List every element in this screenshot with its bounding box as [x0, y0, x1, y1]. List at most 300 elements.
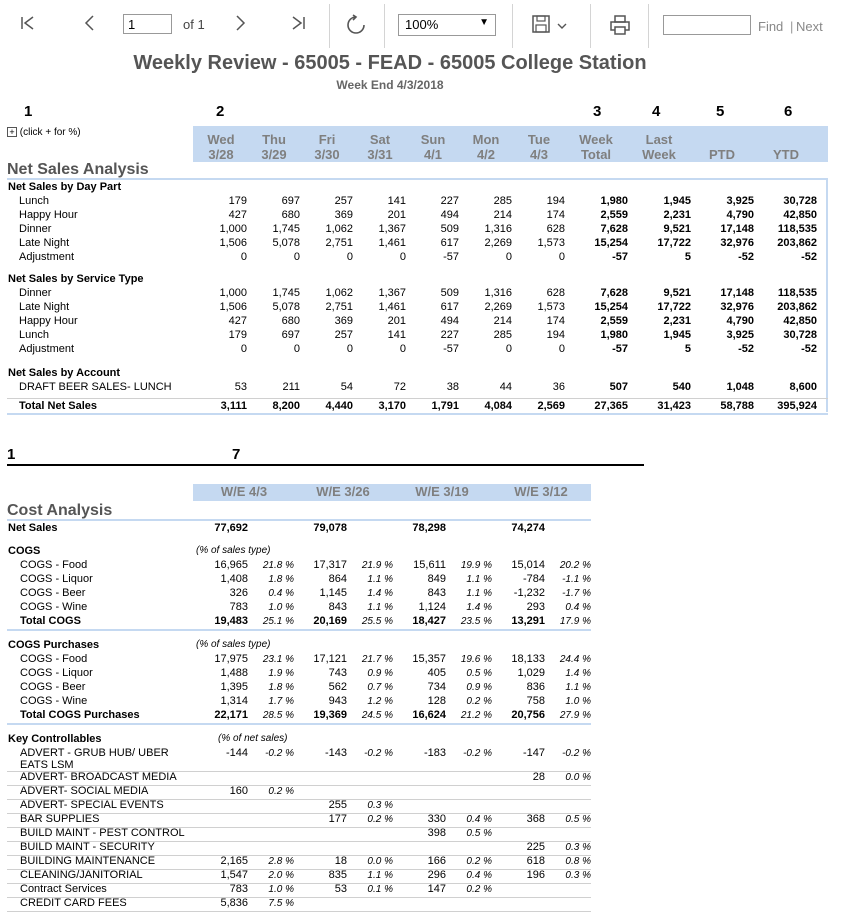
group-title: Net Sales by Service Type	[8, 273, 144, 285]
row-label: Lunch	[19, 329, 49, 341]
cost-value: 177	[328, 813, 347, 825]
cost-value: 1,124	[418, 601, 446, 613]
group-title: Net Sales by Day Part	[8, 181, 122, 193]
cost-value: 17,121	[313, 653, 347, 665]
cell-value: 42,850	[783, 315, 817, 327]
cell-value: 9,521	[663, 287, 691, 299]
cell-value: -52	[738, 343, 754, 355]
cost-percent: 1.4 %	[565, 668, 591, 679]
cost-value: 18,427	[412, 615, 446, 627]
cell-value: 1,945	[663, 195, 691, 207]
page-number-input[interactable]	[123, 14, 172, 34]
cell-value: 0	[399, 343, 406, 355]
total-value: 27,365	[594, 400, 628, 412]
cell-value: 54	[340, 381, 353, 393]
cost-percent: 23.1 %	[262, 654, 294, 665]
cost-value: 1,145	[319, 587, 347, 599]
cell-value: 0	[399, 251, 406, 263]
cell-value: 680	[281, 209, 300, 221]
cell-value: 174	[546, 315, 565, 327]
cost-value: 1,029	[517, 667, 545, 679]
row-label: Dinner	[19, 287, 52, 299]
row-label: Dinner	[19, 223, 52, 235]
cell-value: 1,000	[219, 287, 247, 299]
total-value: 58,788	[720, 400, 754, 412]
cost-value: 1,547	[220, 869, 248, 881]
day-header-bottom: YTD	[773, 147, 799, 162]
section-rule	[7, 178, 828, 180]
cell-value: 1,048	[726, 381, 754, 393]
controllable-label: ADVERT - GRUB HUB/ UBER	[20, 747, 169, 759]
cost-percent: 0.5 %	[565, 814, 591, 825]
cost-value: -147	[522, 747, 545, 759]
cost-value: -143	[324, 747, 347, 759]
cost-percent: 0.4 %	[565, 602, 591, 613]
cell-value: 174	[546, 209, 565, 221]
group-bottom-rule	[7, 723, 591, 725]
column-number: 3	[593, 103, 602, 120]
controllable-label: CREDIT CARD FEES	[20, 897, 127, 909]
next-link[interactable]: Next	[796, 19, 823, 34]
cost-value: 326	[229, 587, 248, 599]
cell-value: 0	[505, 343, 512, 355]
cost-value: 1,488	[220, 667, 248, 679]
controllable-label: BAR SUPPLIES	[20, 813, 100, 825]
cell-value: 617	[440, 237, 459, 249]
day-header-top: Wed	[207, 132, 235, 147]
day-header-bottom: PTD	[709, 147, 735, 162]
day-header-bottom: 4/1	[423, 147, 443, 162]
day-header-top: Mon	[472, 132, 500, 147]
cost-value: 225	[526, 841, 545, 853]
cell-value: 0	[505, 251, 512, 263]
cell-value: 2,231	[663, 315, 691, 327]
cell-value: -52	[801, 251, 817, 263]
cell-value: 38	[446, 381, 459, 393]
cost-value: 19,369	[313, 709, 347, 721]
expand-toggle[interactable]	[7, 127, 81, 138]
cell-value: 369	[334, 315, 353, 327]
week-header: W/E 3/12	[514, 484, 568, 499]
print-icon[interactable]	[607, 14, 633, 41]
expand-hint: (click + for %)	[19, 127, 81, 138]
cost-percent: 27.9 %	[559, 710, 591, 721]
total-value: 2,569	[537, 400, 565, 412]
cost-row-label: COGS - Wine	[20, 695, 88, 707]
row-label: Late Night	[19, 301, 70, 313]
find-input[interactable]	[663, 15, 751, 35]
report-subtitle: Week End 4/3/2018	[336, 78, 444, 92]
cost-percent: 2.8 %	[268, 856, 294, 867]
cost-percent: 0.2 %	[268, 786, 294, 797]
cell-value: 285	[493, 329, 512, 341]
cost-percent: 1.0 %	[268, 884, 294, 895]
cell-value: 36	[552, 381, 565, 393]
cost-net-sales-value: 78,298	[412, 522, 446, 534]
day-header-top: Thu	[262, 132, 286, 147]
cell-value: -57	[612, 251, 628, 263]
day-header-top: Fri	[318, 132, 336, 147]
cost-percent: 0.7 %	[367, 682, 393, 693]
cost-percent: 20.2 %	[559, 560, 591, 571]
total-value: 3,170	[378, 400, 406, 412]
cost-value: 864	[328, 573, 347, 585]
cost-value: 22,171	[214, 709, 248, 721]
cost-percent: 17.9 %	[559, 616, 591, 627]
controllable-label: BUILDING MAINTENANCE	[20, 855, 156, 867]
cell-value: 680	[281, 315, 300, 327]
cost-percent: 1.1 %	[367, 602, 393, 613]
cost-group-title: COGS	[8, 545, 41, 557]
cost-value: 835	[328, 869, 347, 881]
cost-percent: 21.7 %	[361, 654, 393, 665]
cell-value: 9,521	[663, 223, 691, 235]
cost-value: 330	[427, 813, 446, 825]
cost-value: 128	[427, 695, 446, 707]
cost-percent: 1.4 %	[466, 602, 492, 613]
column-number: 1	[24, 103, 33, 120]
cost-row-label: COGS - Food	[20, 559, 88, 571]
first-page-icon[interactable]	[16, 14, 40, 37]
cell-value: 2,751	[325, 237, 353, 249]
cost-percent: 1.7 %	[268, 696, 294, 707]
cell-value: 17,148	[720, 223, 754, 235]
cell-value: 1,745	[272, 223, 300, 235]
cost-value: 562	[328, 681, 347, 693]
cell-value: 1,316	[484, 223, 512, 235]
cell-value: 1,745	[272, 287, 300, 299]
cell-value: 1,980	[600, 195, 628, 207]
cost-percent: 0.1 %	[367, 884, 393, 895]
cost-value: 743	[328, 667, 347, 679]
controllable-label: ADVERT- SPECIAL EVENTS	[20, 799, 164, 811]
total-value: 3,111	[220, 400, 247, 412]
cell-value: -52	[801, 343, 817, 355]
week-header: W/E 3/19	[415, 484, 469, 499]
cell-value: 5	[684, 251, 691, 263]
day-header-top: Sat	[369, 132, 391, 147]
cost-percent: -1.7 %	[562, 588, 591, 599]
cell-value: 0	[558, 251, 565, 263]
cost-group-note: (% of sales type)	[196, 545, 271, 556]
cell-value: -52	[738, 251, 754, 263]
cost-value: 843	[427, 587, 446, 599]
cost-value: 1,395	[220, 681, 248, 693]
cell-value: 2,559	[600, 315, 628, 327]
cost-value: 398	[427, 827, 446, 839]
cost-percent: 28.5 %	[262, 710, 294, 721]
cell-value: 0	[293, 343, 300, 355]
column-number: 5	[716, 103, 725, 120]
refresh-icon[interactable]	[343, 14, 369, 41]
cell-value: 141	[387, 329, 406, 341]
cell-value: 53	[234, 381, 247, 393]
cell-value: 5,078	[272, 237, 300, 249]
find-separator: |	[790, 19, 794, 34]
cost-value: 5,836	[220, 897, 248, 909]
net-sales-section-title: Net Sales Analysis	[7, 161, 149, 178]
cell-value: 427	[228, 315, 247, 327]
toolbar-separator	[590, 4, 591, 48]
group-title: Net Sales by Account	[8, 367, 121, 379]
cost-percent: 0.2 %	[466, 884, 492, 895]
day-header-top: Tue	[527, 132, 551, 147]
cell-value: 3,925	[726, 329, 754, 341]
cell-value: 507	[609, 381, 628, 393]
cell-value: 2,751	[325, 301, 353, 313]
column-number: 1	[7, 446, 16, 463]
cost-percent: 0.3 %	[367, 800, 393, 811]
row-label: Happy Hour	[19, 315, 78, 327]
cell-value: 203,862	[777, 301, 817, 313]
cell-value: 369	[334, 209, 353, 221]
total-value: 1,791	[431, 400, 459, 412]
cost-percent: 0.4 %	[466, 870, 492, 881]
previous-page-icon[interactable]	[78, 14, 102, 37]
cell-value: 179	[228, 329, 247, 341]
cell-value: 1,945	[663, 329, 691, 341]
expand-plus-icon[interactable]: +	[7, 127, 17, 137]
cost-percent: 23.5 %	[460, 616, 492, 627]
day-header-top: Sun	[420, 132, 446, 147]
cell-value: -57	[443, 251, 459, 263]
cell-value: 118,535	[777, 287, 817, 299]
cost-value: -784	[522, 573, 545, 585]
cell-value: 0	[240, 343, 247, 355]
day-header-bottom: 3/29	[261, 147, 287, 162]
day-header-bottom: 4/2	[476, 147, 496, 162]
cell-value: 2,269	[484, 237, 512, 249]
cell-value: 1,367	[378, 223, 406, 235]
cost-row-label: COGS - Wine	[20, 601, 88, 613]
cost-percent: -0.2 %	[265, 748, 294, 759]
report-toolbar	[0, 0, 857, 52]
total-value: 4,440	[325, 400, 353, 412]
cost-value: 296	[427, 869, 446, 881]
cell-value: 3,925	[726, 195, 754, 207]
cost-percent: 0.0 %	[367, 856, 393, 867]
section-rule	[7, 519, 591, 521]
cost-percent: 0.5 %	[466, 668, 492, 679]
row-divider	[7, 398, 828, 399]
cell-value: 0	[346, 251, 353, 263]
cell-value: 5,078	[272, 301, 300, 313]
cell-value: 697	[281, 329, 300, 341]
controllable-label: Contract Services	[20, 883, 107, 895]
cost-percent: 1.1 %	[367, 574, 393, 585]
cost-percent: 1.1 %	[367, 870, 393, 881]
controllable-label: CLEANING/JANITORIAL	[20, 869, 143, 881]
cost-percent: -0.2 %	[562, 748, 591, 759]
cell-value: 509	[440, 223, 459, 235]
cell-value: 2,269	[484, 301, 512, 313]
cost-value: 405	[427, 667, 446, 679]
cost-group-note: (% of sales type)	[196, 639, 271, 650]
cost-percent: 21.8 %	[262, 560, 294, 571]
cell-value: 1,461	[378, 301, 406, 313]
cell-value: 141	[387, 195, 406, 207]
cost-percent: 0.9 %	[367, 668, 393, 679]
cell-value: 30,728	[783, 329, 817, 341]
cost-value: 368	[526, 813, 545, 825]
cell-value: 1,573	[537, 301, 565, 313]
cost-value: 28	[532, 771, 545, 783]
cell-value: 1,062	[325, 223, 353, 235]
cost-section-title: Cost Analysis	[7, 502, 113, 519]
column-number: 2	[216, 103, 225, 120]
cell-value: 44	[499, 381, 512, 393]
cell-value: 4,790	[726, 315, 754, 327]
last-page-icon[interactable]	[286, 14, 310, 37]
next-page-icon[interactable]	[228, 14, 252, 37]
cell-value: 628	[546, 287, 565, 299]
cell-value: 1,461	[378, 237, 406, 249]
cost-percent: 0.3 %	[565, 870, 591, 881]
cost-percent: 0.8 %	[565, 856, 591, 867]
cell-value: 201	[387, 209, 406, 221]
cost-value: 13,291	[511, 615, 545, 627]
toolbar-separator	[384, 4, 385, 48]
cost-percent: -0.2 %	[463, 748, 492, 759]
cost-value: 255	[328, 799, 347, 811]
cost-value: 783	[229, 883, 248, 895]
cell-value: 628	[546, 223, 565, 235]
row-label: Late Night	[19, 237, 70, 249]
cell-value: 214	[493, 209, 512, 221]
cost-percent: 25.5 %	[361, 616, 393, 627]
dropdown-caret-icon: ▼	[479, 17, 489, 28]
cost-percent: 24.5 %	[361, 710, 393, 721]
cost-percent: 0.2 %	[466, 856, 492, 867]
total-value: 8,200	[272, 400, 300, 412]
cell-value: 227	[440, 329, 459, 341]
row-label: Happy Hour	[19, 209, 78, 221]
zoom-value: 100%	[405, 17, 439, 32]
cost-value: 147	[427, 883, 446, 895]
cost-value: 849	[427, 573, 446, 585]
day-header-bottom: 3/28	[208, 147, 234, 162]
column-number: 7	[232, 446, 241, 463]
cost-percent: 24.4 %	[559, 654, 591, 665]
cell-value: 17,722	[657, 237, 691, 249]
cost-value: 293	[526, 601, 545, 613]
cost-row-label: COGS - Beer	[20, 587, 86, 599]
cost-value: 166	[427, 855, 446, 867]
total-value: 31,423	[657, 400, 691, 412]
cost-value: 16,624	[412, 709, 446, 721]
cost-total-label: Total COGS Purchases	[20, 709, 140, 721]
cost-percent: 1.8 %	[268, 574, 294, 585]
cell-value: 214	[493, 315, 512, 327]
cost-value: 15,014	[511, 559, 545, 571]
cost-percent: 1.2 %	[367, 696, 393, 707]
cell-value: 0	[558, 343, 565, 355]
cell-value: 17,148	[720, 287, 754, 299]
total-net-sales-label: Total Net Sales	[19, 400, 98, 412]
row-label: DRAFT BEER SALES- LUNCH	[19, 381, 172, 393]
cost-group-title: COGS Purchases	[8, 639, 100, 651]
row-divider	[7, 911, 591, 912]
cell-value: 72	[393, 381, 406, 393]
cost-value: -183	[423, 747, 446, 759]
cost-value: 196	[526, 869, 545, 881]
toolbar-separator	[648, 4, 649, 48]
cost-percent: 1.1 %	[466, 574, 492, 585]
cost-net-sales-label: Net Sales	[8, 522, 58, 534]
cell-value: 4,790	[726, 209, 754, 221]
controllable-label: BUILD MAINT - PEST CONTROL	[20, 827, 185, 839]
table-bottom-rule	[7, 413, 828, 415]
table-right-border	[826, 178, 828, 412]
cell-value: 42,850	[783, 209, 817, 221]
cost-percent: -0.2 %	[364, 748, 393, 759]
cost-value: 2,165	[220, 855, 248, 867]
cell-value: 1,062	[325, 287, 353, 299]
cell-value: 227	[440, 195, 459, 207]
cost-percent: 0.0 %	[565, 772, 591, 783]
cost-value: 15,357	[412, 653, 446, 665]
cell-value: 1,980	[600, 329, 628, 341]
cost-value: 783	[229, 601, 248, 613]
day-header-bottom: Total	[580, 147, 612, 162]
divider	[7, 464, 644, 466]
day-header-bottom: 4/3	[529, 147, 549, 162]
cell-value: 1,506	[219, 237, 247, 249]
cost-percent: 1.1 %	[466, 588, 492, 599]
cell-value: 1,506	[219, 301, 247, 313]
row-label: Adjustment	[19, 251, 75, 263]
cost-value: 943	[328, 695, 347, 707]
day-header-bottom: Week	[642, 147, 676, 162]
cost-value: 17,317	[313, 559, 347, 571]
cell-value: 0	[346, 343, 353, 355]
cost-value: 18,133	[511, 653, 545, 665]
cell-value: 257	[334, 329, 353, 341]
zoom-select[interactable]	[398, 14, 496, 36]
cost-percent: 1.9 %	[268, 668, 294, 679]
cell-value: 1,000	[219, 223, 247, 235]
cell-value: 1,573	[537, 237, 565, 249]
cost-value: 1,314	[220, 695, 248, 707]
cost-percent: 7.5 %	[268, 898, 294, 909]
column-number: 4	[652, 103, 661, 120]
cost-total-label: Total COGS	[20, 615, 81, 627]
cell-value: 5	[684, 343, 691, 355]
cost-value: 1,408	[220, 573, 248, 585]
cost-percent: 0.4 %	[268, 588, 294, 599]
cost-percent: 21.2 %	[460, 710, 492, 721]
day-header-bottom: 3/31	[367, 147, 393, 162]
cost-percent: 0.2 %	[466, 696, 492, 707]
save-export-icon[interactable]	[529, 14, 575, 41]
cell-value: 257	[334, 195, 353, 207]
find-link[interactable]: Find	[758, 19, 784, 34]
cost-percent: 1.0 %	[268, 602, 294, 613]
column-number: 6	[784, 103, 793, 120]
report-title: Weekly Review - 65005 - FEAD - 65005 College Station	[133, 52, 647, 74]
cost-row-label: COGS - Food	[20, 653, 88, 665]
cost-value: 20,756	[511, 709, 545, 721]
cost-value: -1,232	[513, 587, 545, 599]
controllable-label: ADVERT- BROADCAST MEDIA	[20, 771, 177, 783]
week-header: W/E 3/26	[316, 484, 370, 499]
cell-value: 427	[228, 209, 247, 221]
total-value: 395,924	[777, 400, 817, 412]
cost-percent: 0.9 %	[466, 682, 492, 693]
day-header-bottom: 3/30	[314, 147, 340, 162]
cell-value: 617	[440, 301, 459, 313]
row-label: Adjustment	[19, 343, 75, 355]
